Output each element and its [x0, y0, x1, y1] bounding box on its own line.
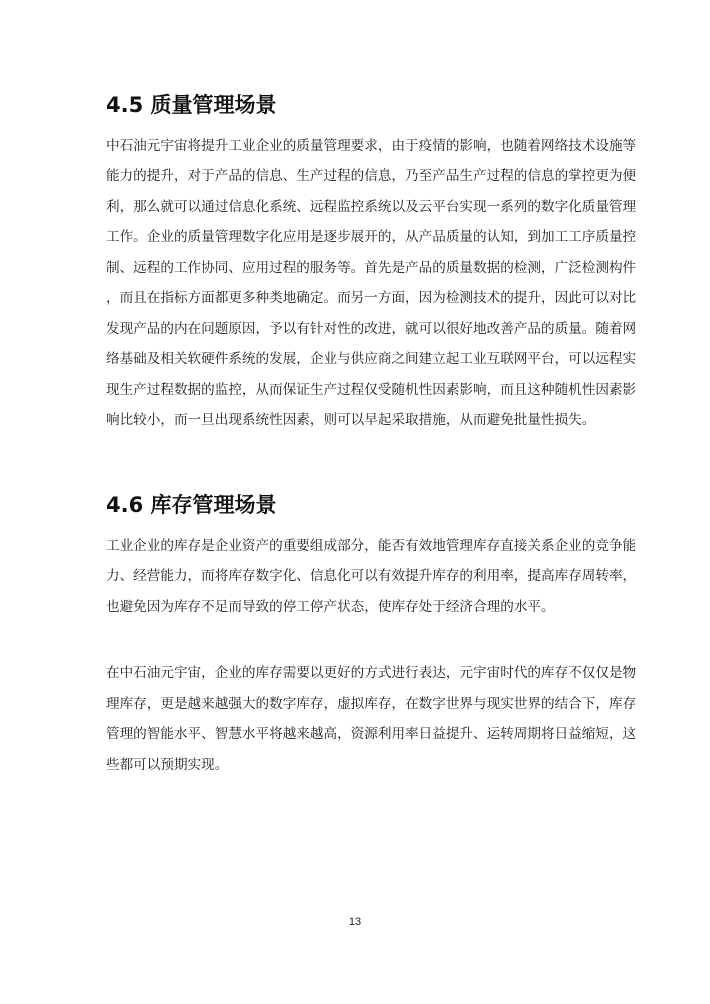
- paragraph-line: 也避免因为库存不足而导致的停工停产状态，使库存处于经济合理的水平。: [106, 599, 555, 615]
- paragraph-line: 发现产品的内在问题原因，予以有针对性的改进，就可以很好地改善产品的质量。随着网: [106, 321, 637, 337]
- paragraph-line: 理库存，更是越来越强大的数字库存，虚拟库存，在数字世界与现实世界的结合下，库存: [106, 696, 637, 712]
- paragraph-line: 现生产过程数据的监控，从而保证生产过程仅受随机性因素影响，而且这种随机性因素影: [106, 382, 637, 398]
- paragraph-line: 响比较小，而一旦出现系统性因素，则可以早起采取措施，从而避免批量性损失。: [106, 412, 596, 428]
- paragraph-line: 络基础及相关软硬件系统的发展，企业与供应商之间建立起工业互联网平台，可以远程实: [106, 351, 637, 367]
- paragraph-line: ，而且在指标方面都更多种类地确定。而另一方面，因为检测技术的提升，因此可以对比: [106, 290, 637, 306]
- paragraph-line: 在中石油元宇宙，企业的库存需要以更好的方式进行表达，元宇宙时代的库存不仅仅是物: [106, 665, 637, 681]
- paragraph-line: 些都可以预期实现。: [106, 757, 229, 773]
- paragraph-line: 利，那么就可以通过信息化系统、远程监控系统以及云平台实现一系列的数字化质量管理: [106, 199, 637, 215]
- section-heading-4-5: 4.5 质量管理场景: [106, 93, 277, 117]
- paragraph-line: 工作。企业的质量管理数字化应用是逐步展开的，从产品质量的认知，到加工工序质量控: [106, 229, 637, 245]
- paragraph-line: 中石油元宇宙将提升工业企业的质量管理要求，由于疫情的影响，也随着网络技术设施等: [106, 138, 637, 154]
- paragraph-line: 管理的智能水平、智慧水平将越来越高，资源利用率日益提升、运转周期将日益缩短，这: [106, 726, 637, 742]
- paragraph-line: 力、经营能力，而将库存数字化、信息化可以有效提升库存的利用率，提高库存周转率，: [106, 568, 637, 584]
- section-heading-4-6: 4.6 库存管理场景: [106, 493, 277, 517]
- paragraph-line: 工业企业的库存是企业资产的重要组成部分，能否有效地管理库存直接关系企业的竞争能: [106, 538, 637, 554]
- page-number: 13: [348, 916, 362, 928]
- paragraph-line: 能力的提升，对于产品的信息、生产过程的信息，乃至产品生产过程的信息的掌控更为便: [106, 168, 637, 184]
- paragraph-line: 制、远程的工作协同、应用过程的服务等。首先是产品的质量数据的检测，广泛检测构件: [106, 260, 637, 276]
